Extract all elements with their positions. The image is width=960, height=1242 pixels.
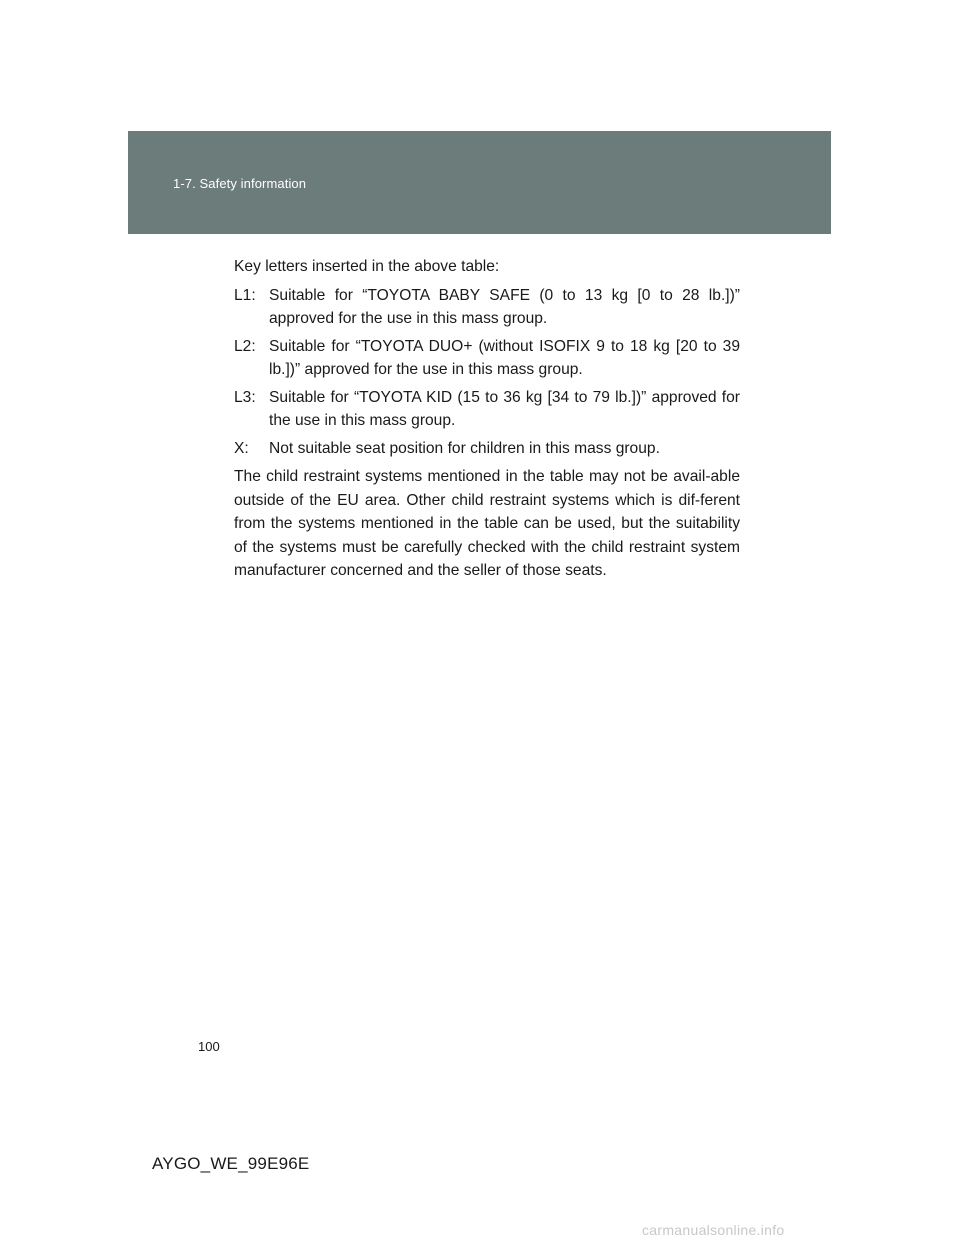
key-letters-list [234, 284, 740, 460]
section-title: 1-7. Safety information [173, 176, 307, 191]
key-description: Suitable for “TOYOTA KID (15 to 36 kg [34 to 79 lb.])” approved for the use in this mass group. [269, 389, 740, 429]
key-description: Suitable for “TOYOTA DUO+ (without ISOFIX 9 to 18 kg [20 to 39 lb.])” approved for the use in this mass group. [269, 338, 740, 378]
key-code: L2: [234, 338, 256, 355]
page-content [234, 255, 740, 583]
key-code: X: [234, 440, 249, 457]
key-letters-intro: Key letters inserted in the above table: [234, 258, 500, 275]
watermark: carmanualsonline.info [642, 1222, 785, 1238]
key-item-l2 [234, 335, 740, 381]
document-code: AYGO_WE_99E96E [152, 1154, 310, 1173]
key-item-x [234, 437, 740, 460]
key-item-l3 [234, 386, 740, 432]
key-description: Suitable for “TOYOTA BABY SAFE (0 to 13 kg [0 to 28 lb.])” approved for the use in this mass group. [269, 287, 740, 327]
key-description: Not suitable seat position for children in this mass group. [269, 440, 660, 457]
availability-paragraph: The child restraint systems mentioned in the table may not be avail-able outside of the EU area. Other child restraint systems which is dif-ferent from the systems mentioned in the table can be used, but the suitability of the systems must be carefully checked with the child restraint system manufacturer concerned and the seller of those seats. [234, 468, 740, 580]
page-number: 100 [198, 1039, 220, 1054]
key-code: L3: [234, 389, 256, 406]
key-item-l1 [234, 284, 740, 330]
section-header-band [128, 131, 831, 234]
key-code: L1: [234, 287, 256, 304]
